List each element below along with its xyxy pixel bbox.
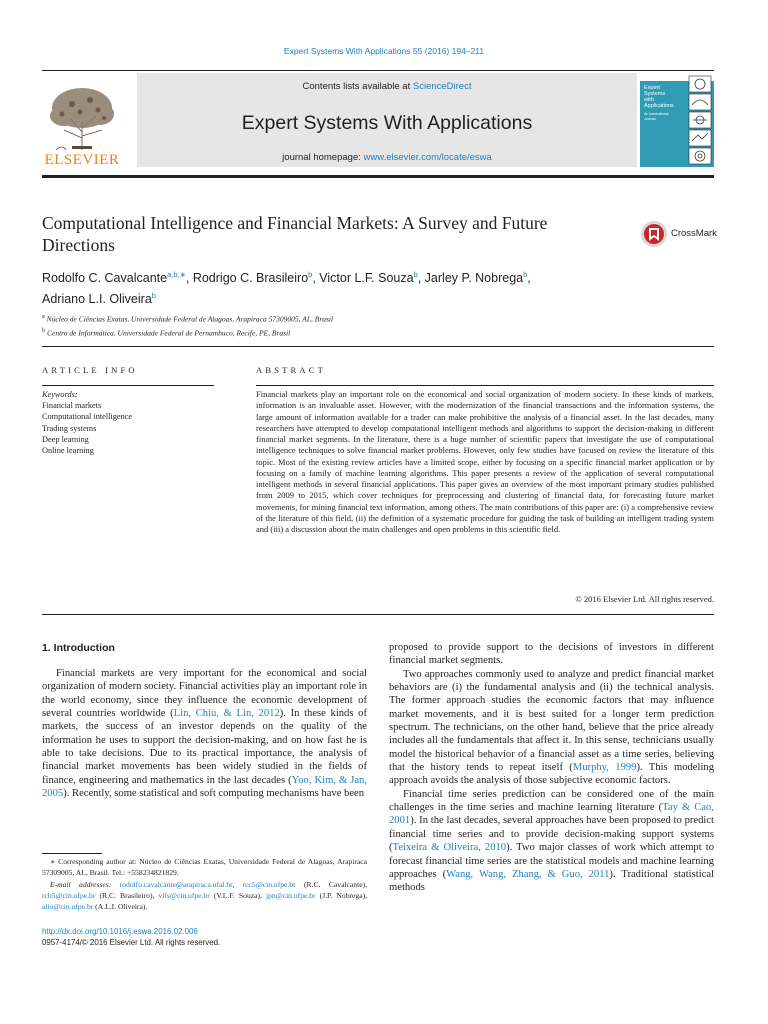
- homepage-prefix: journal homepage:: [282, 152, 364, 163]
- citation-link[interactable]: Yoo, Kim, & Jan, 2005: [42, 774, 367, 800]
- affiliation-text: Centro de Informática, Universidade Federal de Pernambuco, Recife, PE, Brasil: [47, 328, 291, 338]
- paragraph-text: Financial markets are very important for the economical and social organization of modern society. Financial activities play an important role in the world economy, since they influence the economic development of several countries worldwide (: [42, 668, 367, 720]
- cover-line: Systems: [644, 91, 666, 97]
- author-separator: ,: [185, 271, 193, 286]
- article-info-rule: [42, 385, 214, 386]
- paragraph-text: ). Recently, some statistical and soft computing mechanisms have been: [63, 788, 365, 800]
- email-label: E-mail addresses:: [50, 879, 112, 889]
- author-affiliation-mark[interactable]: b: [308, 270, 313, 279]
- doi-link[interactable]: http://dx.doi.org/10.1016/j.eswa.2016.02.006: [42, 927, 198, 936]
- affiliation: [42, 325, 682, 339]
- keyword: Financial markets: [42, 401, 102, 411]
- email-owner: (V.L.F. Souza),: [209, 890, 266, 900]
- email-link[interactable]: rodolfo.cavalcante@arapiraca.ufal.br: [119, 879, 233, 889]
- author-name: Rodolfo C. Cavalcante: [42, 271, 168, 286]
- author-affiliation-mark[interactable]: b: [413, 270, 418, 279]
- paragraph-text: ). In these kinds of markets, the success of an investor depends on the quality of the information he uses to support the decision-making, and on how fast he is able to take decisions. Due to its practical importance, the analysis of financial market movements has been widely studied in the fields of finance, engineering and mathematics in the last decades (: [42, 708, 367, 786]
- affiliation-mark: b: [42, 327, 46, 334]
- author: [42, 271, 193, 285]
- crossmark-icon: [640, 220, 668, 248]
- email-link[interactable]: rcc5@cin.ufpe.br: [242, 879, 296, 889]
- cover-line: Applications: [644, 103, 674, 109]
- email-owner: ,: [232, 879, 243, 889]
- affiliation: [42, 311, 682, 325]
- keywords-label: Keywords:: [42, 390, 78, 399]
- corresponding-author-text: ∗ Corresponding author at: Núcleo de Ciências Exatas, Universidade Federal de Alagoas, Arapiraca 57309005, AL, Brasil. Tel.: +558234821829.: [42, 857, 367, 878]
- section-heading-introduction: 1. Introduction: [42, 642, 115, 654]
- cover-subtitle: An International Journal: [644, 112, 669, 121]
- email-owner: (J.P. Nobrega),: [315, 890, 367, 900]
- sciencedirect-link[interactable]: ScienceDirect: [412, 81, 472, 92]
- cover-line: Expert: [644, 85, 660, 91]
- abstract-heading: ABSTRACT: [256, 365, 326, 375]
- author-name: Adriano L.I. Oliveira: [42, 292, 152, 307]
- keyword: Trading systems: [42, 423, 97, 433]
- journal-title: Expert Systems With Applications: [241, 112, 533, 134]
- keyword: Deep learning: [42, 434, 89, 444]
- author-affiliation-mark[interactable]: b: [523, 270, 528, 279]
- abstract-text: Financial markets play an important role on the economical and social organization of modern society. In these kinds of markets, information is an invaluable asset. However, with the modernization of the financial transactions and the information systems, the large amount of information available for a trader can make prohibitive the analysis of a financial asset. In the last decades, many researchers have attempted to develop computational intelligent methods and algorithms to support the decision-making in different financial market segments. In the literature, there is a huge number of scientific papers that investigate the use of computational intelligence techniques to solve financial market problems. However, only few studies have focused on review the literature of this topic. Most of the existing review articles have a limited scope, either by focusing on a specific financial market application or by focusing on a family of machine learning algorithms. This paper presents a review of the application of several computational intelligent methods in several financial applications. This paper gives an overview of the most important primary studies published from 2009 to 2015, which cover techniques for preprocessing and clustering of financial data, for forecasting future market movements, for mining financial text information, among others. The main contributions of this paper are: (i) a comprehensive review of the literature of this field, (ii) the definition of a systematic procedure for guiding the task of building an intelligent trading system and (iii) a discussion about the main challenges and open problems in this scientific field.: [256, 389, 714, 534]
- affiliation-mark: a: [42, 313, 45, 320]
- citation-link[interactable]: Lin, Chiu, & Lin, 2012: [173, 708, 280, 720]
- issn-copyright-line: 0957-4174/© 2016 Elsevier Ltd. All rights reserved.: [42, 938, 221, 948]
- journal-cover-thumbnail[interactable]: [640, 73, 714, 167]
- paragraph-text: proposed to provide support to the decisions of investors in different financial market segments.: [389, 642, 714, 667]
- author: [319, 271, 424, 285]
- author-name: Jarley P. Nobrega: [424, 271, 524, 286]
- paragraph: [389, 788, 714, 895]
- crossmark-badge[interactable]: [640, 220, 720, 248]
- keyword: Computational intelligence: [42, 412, 133, 422]
- contents-available-line: [137, 81, 637, 92]
- left-column: [42, 642, 367, 800]
- email-link[interactable]: rcb5@cin.ufpe.br: [42, 890, 96, 900]
- author-affiliation-mark[interactable]: a,b,∗: [167, 270, 186, 279]
- author: [425, 271, 531, 285]
- elsevier-wordmark: ELSEVIER: [44, 152, 120, 168]
- citation-link[interactable]: Teixeira & Oliveira, 2010: [392, 842, 507, 854]
- email-owner: (R.C. Brasileiro),: [95, 890, 159, 900]
- paragraph-text: Financial time series prediction can be considered one of the main challenges in the time series and machine learning literature (: [389, 788, 714, 814]
- author-separator: ,: [527, 271, 531, 286]
- contents-prefix: Contents lists available at: [302, 81, 413, 92]
- citation-link[interactable]: Wang, Wang, Zhang, & Guo, 2011: [446, 868, 610, 880]
- email-link[interactable]: jpn@cin.ufpe.br: [266, 890, 316, 900]
- cover-line: with: [644, 97, 654, 103]
- keywords-block: [42, 389, 222, 456]
- paragraph: [42, 667, 367, 800]
- abstract-copyright: © 2016 Elsevier Ltd. All rights reserved.: [575, 594, 714, 604]
- masthead-bottom-rule: [42, 175, 714, 178]
- corresponding-author-footnote: [42, 856, 367, 912]
- crossmark-label: CrossMark: [671, 228, 717, 239]
- article-title: Computational Intelligence and Financial Markets: A Survey and Future Directions: [42, 213, 548, 255]
- author: [193, 271, 319, 285]
- homepage-link[interactable]: www.elsevier.com/locate/eswa: [363, 152, 492, 163]
- doi-block: [42, 926, 367, 949]
- author: [42, 292, 156, 306]
- paragraph-text: ). Two major classes of work which attempt to forecast financial time series are the statistical models and machine learning approaches (: [389, 842, 714, 880]
- citation-link[interactable]: Murphy, 1999: [572, 762, 637, 774]
- journal-homepage-line: [137, 152, 637, 163]
- email-owner: (A.L.I. Oliveira).: [93, 902, 148, 912]
- author-list: [42, 266, 672, 308]
- affiliations: [42, 311, 682, 339]
- right-column: [389, 641, 714, 895]
- author-name: Rodrigo C. Brasileiro: [192, 271, 309, 286]
- journal-citation[interactable]: Expert Systems With Applications 55 (2016) 194–211: [283, 46, 485, 56]
- email-addresses: [42, 879, 367, 913]
- abstract-bottom-rule: [42, 614, 714, 615]
- keyword: Online learning: [42, 446, 94, 456]
- email-owner: (R.C. Cavalcante),: [295, 879, 367, 889]
- author-separator: ,: [312, 271, 320, 286]
- article-info-heading: ARTICLE INFO: [42, 365, 138, 375]
- cover-title: [644, 85, 680, 121]
- citation-link[interactable]: Tay & Cao, 2001: [389, 802, 715, 827]
- paragraph: [389, 641, 714, 668]
- paragraph-text: ). This modeling approach avoids the analysis of those subjective economic factors.: [389, 762, 714, 787]
- email-link[interactable]: alio@cin.ufpe.br: [42, 902, 94, 912]
- author-name: Victor L.F. Souza: [319, 271, 414, 286]
- affiliation-text: Núcleo de Ciências Exatas, Universidade Federal de Alagoas, Arapiraca 57309005, AL, Brasil: [46, 314, 334, 324]
- abstract-rule: [256, 385, 714, 386]
- email-link[interactable]: vlfs@cin.ufpe.br: [158, 890, 210, 900]
- cover-image-tiles-icon: [688, 75, 712, 165]
- top-rule: [42, 70, 714, 71]
- author-separator: ,: [417, 271, 425, 286]
- paragraph-text: Two approaches commonly used to analyze and predict financial market behaviors are (i) the fundamental analysis and (ii) the technical analysis. The former approach studies the economic factors that may influence market movements, and it is best suited for a longer term prediction spectrum. The technicians, on the other hand, believe that the price already includes all the fundamentals that affect it. In this sense, technicians usually model the historical behavior of a financial asset as a time series, believing that the history tends to repeat itself (: [389, 668, 714, 774]
- paragraph: [389, 668, 714, 788]
- author-affiliation-mark[interactable]: b: [151, 291, 156, 301]
- footnote-rule: [42, 853, 102, 854]
- paragraph-text: ). In the last decades, several approaches have been proposed to predict financial time series and to provide decision-making support systems (: [389, 815, 714, 854]
- paragraph-text: ). Traditional statistical methods: [389, 868, 714, 894]
- info-top-rule: [42, 346, 714, 347]
